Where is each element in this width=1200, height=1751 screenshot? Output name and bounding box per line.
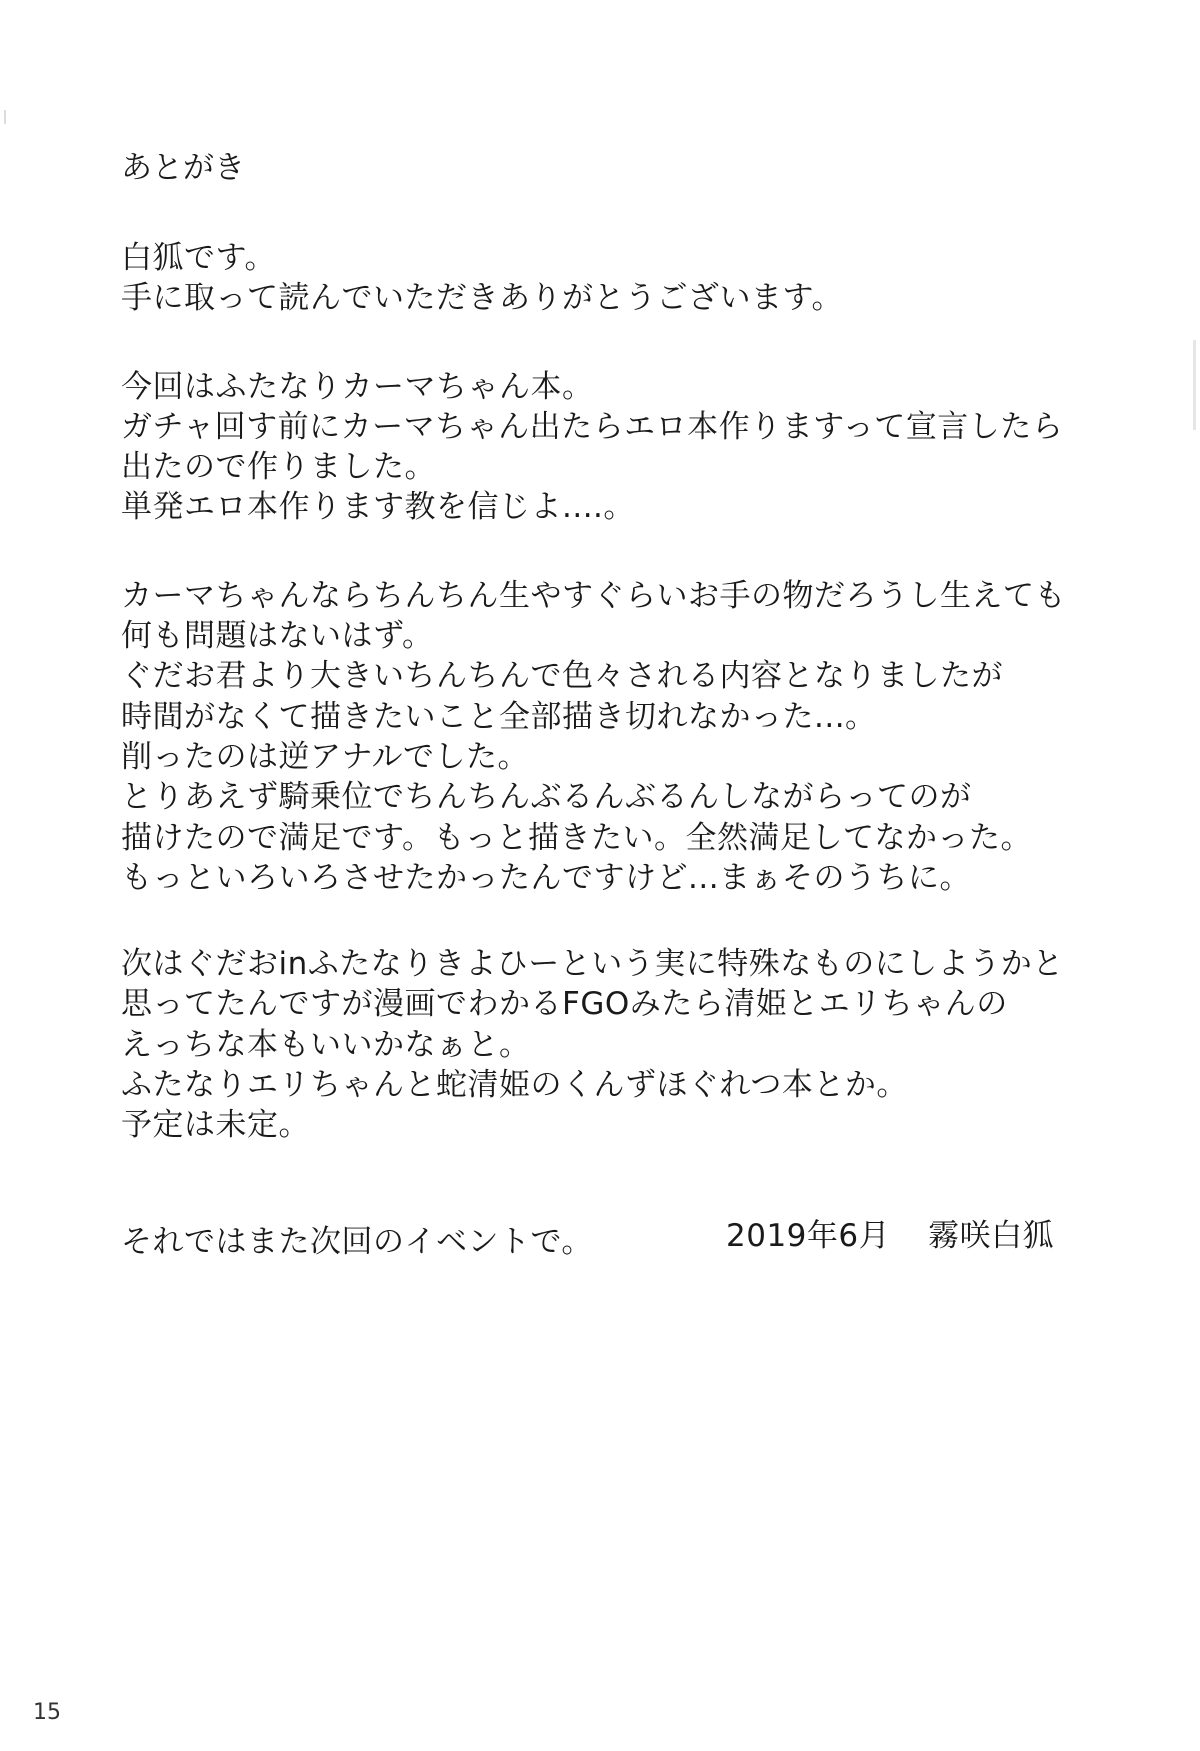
signature-author: 霧咲白狐 [928, 1218, 1055, 1254]
text-line: ふたなりエリちゃんと蛇清姫のくんずほぐれつ本とか。 [121, 1067, 908, 1104]
paragraph-content-notes [121, 576, 1121, 898]
text-line: カーマちゃんならちんちん生やすぐらいお手の物だろうし生えても [121, 577, 1066, 614]
signature [726, 1216, 1054, 1256]
afterword-heading: あとがき [121, 150, 245, 186]
text-line: えっちな本もいいかなぁと。 [121, 1026, 531, 1063]
text-line: 単発エロ本作ります教を信じよ....。 [121, 489, 635, 526]
page-number: 15 [33, 1700, 61, 1725]
text-line: 描けたので満足です。もっと描きたい。全然満足してなかった。 [121, 819, 1033, 856]
text-line: 手に取って読んでいただきありがとうございます。 [121, 280, 844, 317]
paragraph-greeting [121, 238, 1121, 319]
scan-edge-mark [1193, 340, 1196, 430]
scan-edge-mark [4, 110, 6, 124]
text-line: ぐだお君より大きいちんちんで色々される内容となりましたが [121, 658, 1003, 695]
text-line: 出たので作りました。 [121, 449, 436, 486]
text-line: 思ってたんですが漫画でわかるFGOみたら清姫とエリちゃんの [121, 986, 1008, 1023]
afterword-body [121, 148, 1121, 1262]
text-line: 次はぐだおinふたなりきよひーという実に特殊なものにしようかと [121, 946, 1064, 983]
text-line: 何も問題はないはず。 [121, 618, 434, 655]
text-line: もっといろいろさせたかったんですけど...まぁそのうちに。 [121, 859, 972, 896]
text-line: ガチャ回す前にカーマちゃん出たらエロ本作りますって宣言したら [121, 408, 1064, 445]
text-line: 今回はふたなりカーマちゃん本。 [121, 368, 594, 405]
paragraph-next-plans [121, 944, 1121, 1145]
text-line: 時間がなくて描きたいこと全部描き切れなかった...。 [121, 698, 877, 735]
text-line: 予定は未定。 [121, 1107, 310, 1144]
paragraph-about-book [121, 367, 1121, 528]
text-line: 削ったのは逆アナルでした。 [121, 738, 529, 775]
signature-date: 2019年6月 [726, 1218, 891, 1254]
text-line: それではまた次回のイベントで。 [121, 1223, 593, 1260]
text-line: 白狐です。 [121, 240, 277, 276]
text-line: とりあえず騎乗位でちんちんぶるんぶるんしながらってのが [121, 779, 972, 816]
